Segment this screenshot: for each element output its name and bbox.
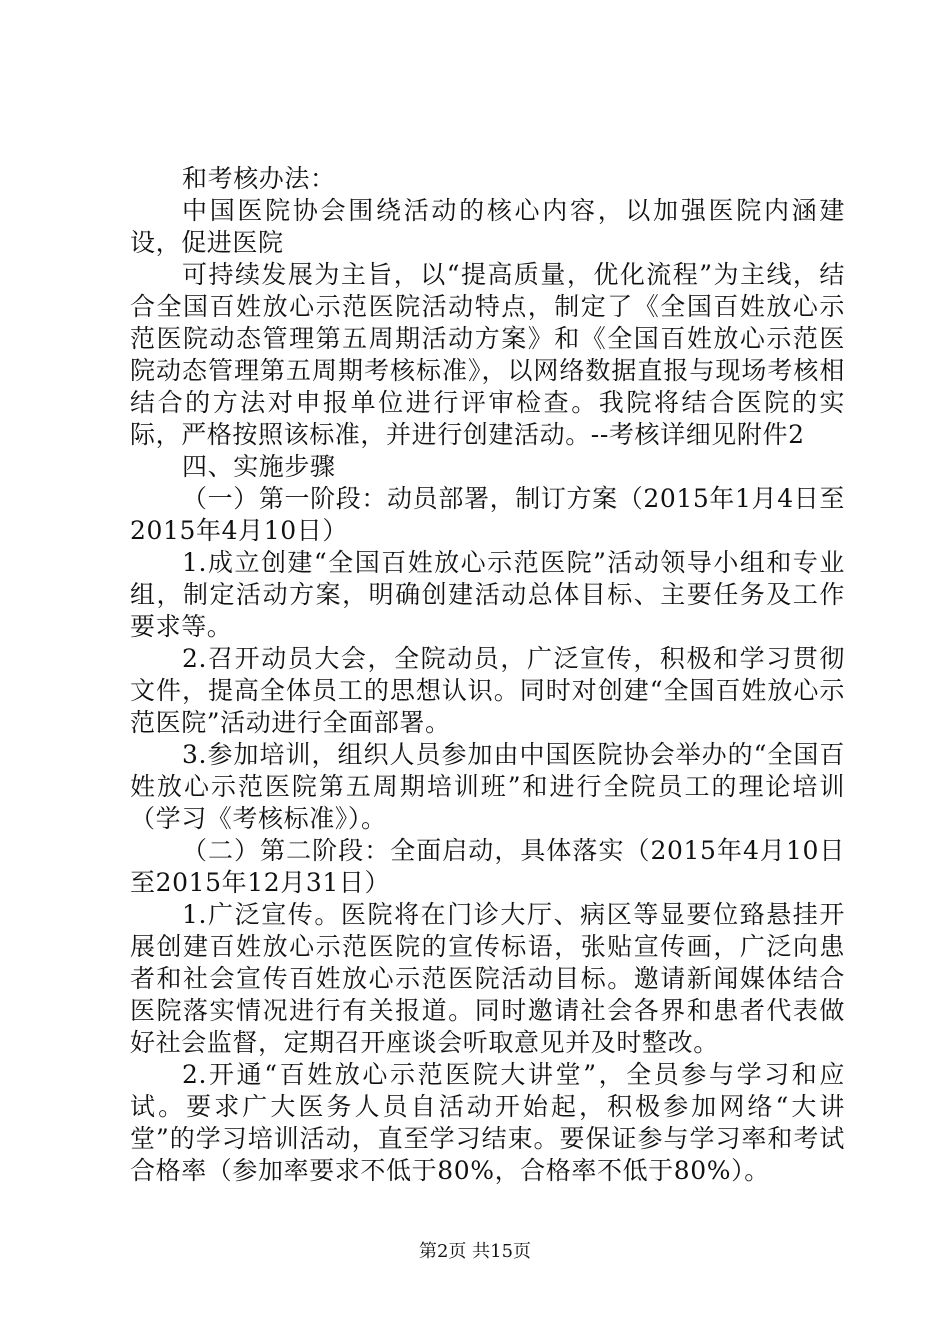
heading-phase-one: （一）第一阶段：动员部署，制订方案（2015年1月4日至2015年4月10日） xyxy=(130,484,845,545)
paragraph-phase-two-item-2: 2.开通“百姓放心示范医院大讲堂”，全员参与学习和应试。要求广大医务人员自活动开始起，积极参加网络“大讲堂”的学习培训活动，直至学习结束。要保证参与学习率和考试合格率（参加率要求不低于80%，合格率不低于80%）。 xyxy=(130,1060,845,1185)
paragraph-phase-one-item-3: 3.参加培训，组织人员参加由中国医院协会举办的“全国百姓放心示范医院第五周期培训班”和进行全院员工的理论培训（学习《考核标准》）。 xyxy=(130,740,845,833)
heading-implementation-steps: 四、实施步骤 xyxy=(182,452,336,481)
paragraph-phase-one-item-1: 1.成立创建“全国百姓放心示范医院”活动领导小组和专业组，制定活动方案，明确创建活动总体目标、主要任务及工作要求等。 xyxy=(130,548,845,641)
page-number-label: 第2页 共15页 xyxy=(418,1241,532,1262)
page-footer xyxy=(0,1240,950,1264)
paragraph-association-intro: 中国医院协会围绕活动的核心内容，以加强医院内涵建设，促进医院 xyxy=(130,196,845,257)
paragraph-phase-two-item-1: 1.广泛宣传。医院将在门诊大厅、病区等显要位臵悬挂开展创建百姓放心示范医院的宣传标语，张贴宣传画，广泛向患者和社会宣传百姓放心示范医院活动目标。邀请新闻媒体结合医院落实情况进行有关报道。同时邀请社会各界和患者代表做好社会监督，定期召开座谈会听取意见并及时整改。 xyxy=(130,900,845,1057)
paragraph-assessment-method: 和考核办法： xyxy=(182,164,336,193)
heading-phase-two: （二）第二阶段：全面启动，具体落实（2015年4月10日至2015年12月31日） xyxy=(130,836,845,897)
document-body xyxy=(130,163,845,1187)
paragraph-sustainable-development: 可持续发展为主旨，以“提高质量，优化流程”为主线，结合全国百姓放心示范医院活动特点，制定了《全国百姓放心示范医院动态管理第五周期活动方案》和《全国百姓放心示范医院动态管理第五周期考核标准》，以网络数据直报与现场考核相结合的方法对申报单位进行评审检查。我院将结合医院的实际，严格按照该标准，并进行创建活动。--考核详细见附件2 xyxy=(130,260,845,449)
paragraph-phase-one-item-2: 2.召开动员大会，全院动员，广泛宣传，积极和学习贯彻文件，提高全体员工的思想认识。同时对创建“全国百姓放心示范医院”活动进行全面部署。 xyxy=(130,644,845,737)
